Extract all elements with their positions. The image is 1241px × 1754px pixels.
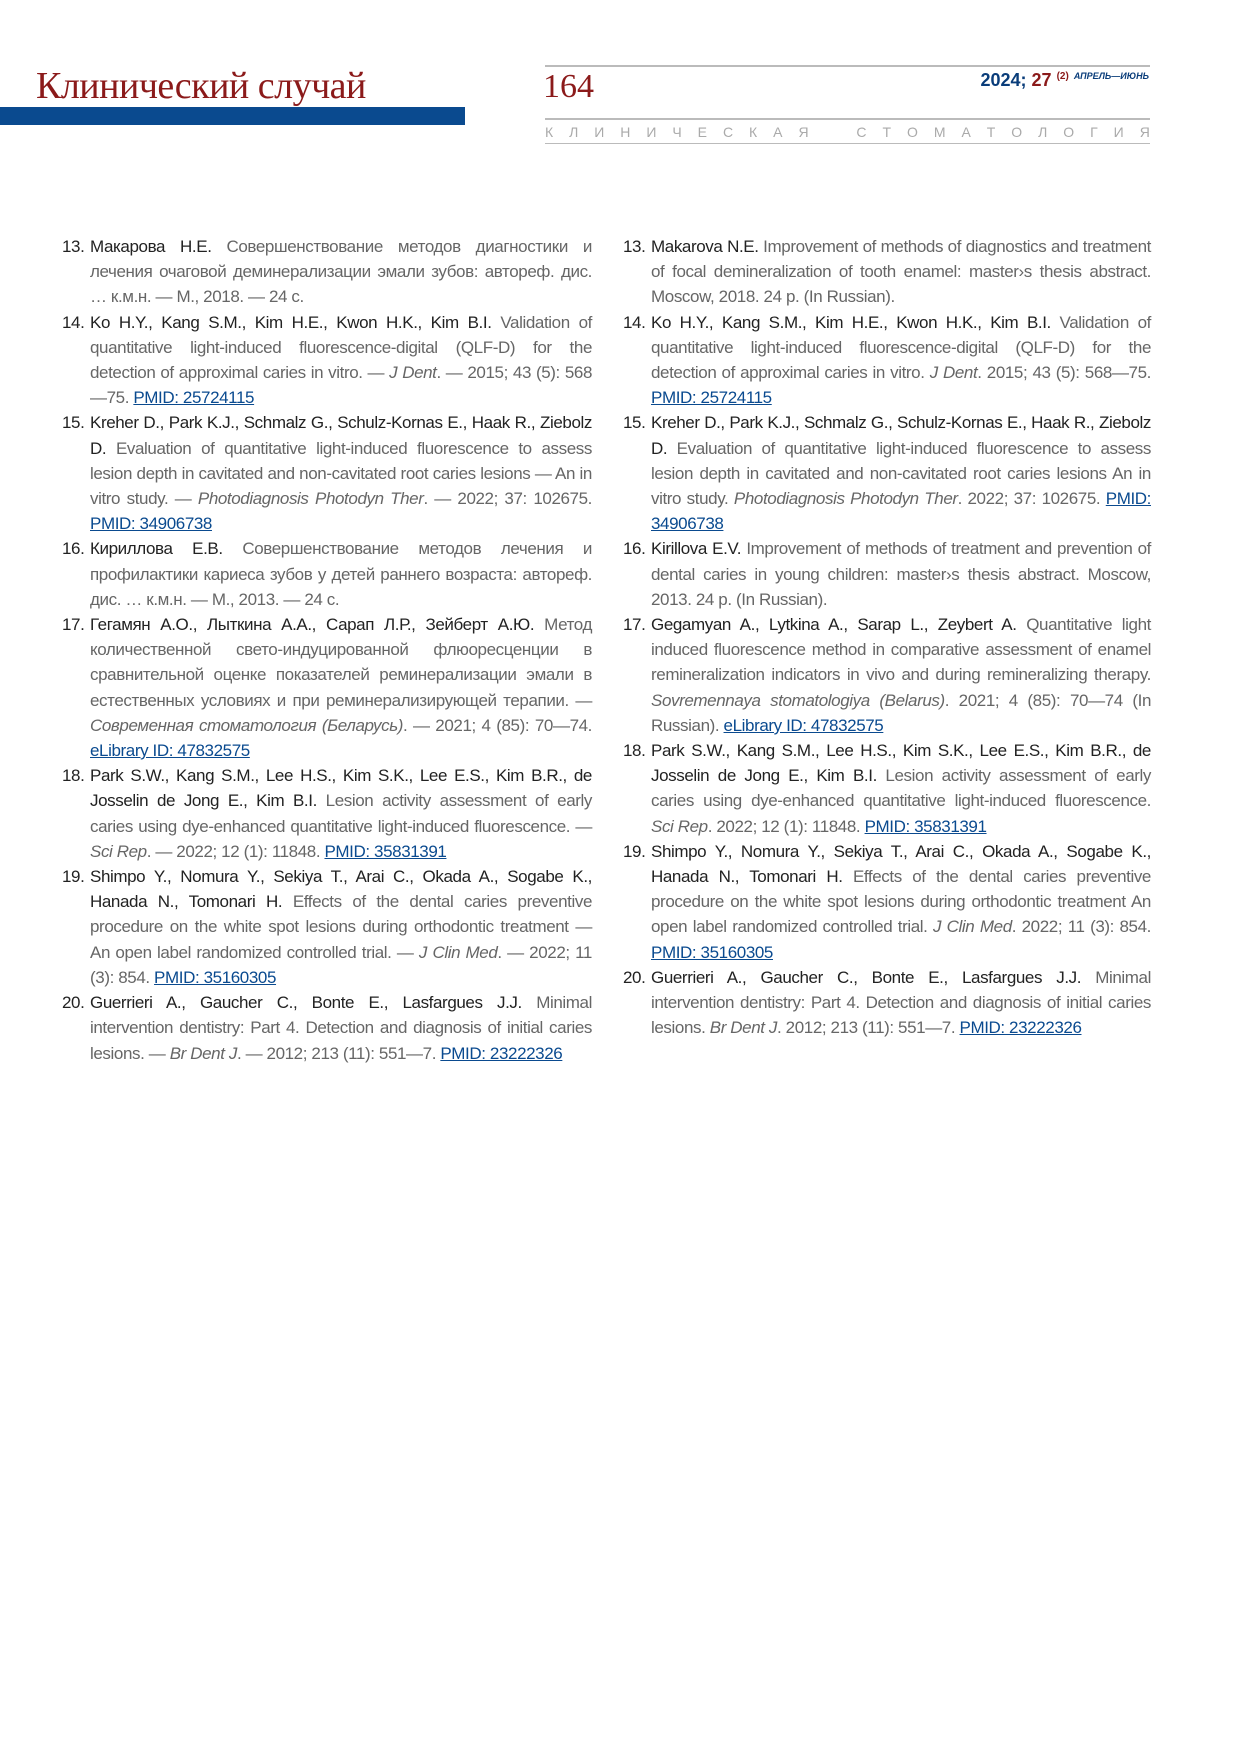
reference-item (62, 234, 592, 310)
reference-details: . 2021; 4 (85): 70—74 (In Russian). (651, 690, 1151, 735)
reference-item (62, 612, 592, 763)
reference-item (623, 410, 1151, 536)
journal-letter: Я (798, 124, 809, 140)
journal-letter: Н (620, 124, 631, 140)
reference-number: 18. (62, 766, 85, 786)
journal-letter: Л (569, 124, 579, 140)
reference-journal: Br Dent J (709, 1018, 778, 1038)
reference-details: . — 2021; 4 (85): 70—74. (403, 715, 593, 735)
reference-item (623, 738, 1151, 839)
reference-title: Совершенствование методов лечения и профилактики кариеса зубов у детей раннего возраста: автореф. дис. … к.м.н. — М., 2013. — 24 с. (90, 539, 592, 609)
reference-link[interactable]: PMID: 35160305 (154, 967, 277, 987)
reference-title: Improvement of methods of treatment and prevention of dental caries in young children: master›s thesis abstract. Moscow, 2013. 24 p. (In Russian). (651, 539, 1151, 609)
reference-item (62, 990, 592, 1066)
reference-number: 17. (623, 615, 646, 635)
volume: 27 (1031, 70, 1052, 90)
journal-letter: И (594, 124, 605, 140)
reference-number: 13. (62, 237, 85, 256)
journal-letter: Я (1139, 124, 1150, 140)
reference-details: . 2022; 11 (3): 854. (1011, 917, 1151, 937)
journal-letter: Т (986, 124, 996, 140)
reference-number: 19. (623, 841, 646, 861)
reference-details: . — 2012; 213 (11): 551—7. (236, 1043, 441, 1063)
reference-title: Effects of the dental caries preventive procedure on the white spot lesions during orthodontic treatment An open label randomized controlled trial. (651, 867, 1151, 937)
journal-name (545, 124, 1150, 140)
divider (545, 65, 1150, 67)
journal-letter: К (545, 124, 554, 140)
journal-letter: Л (1038, 124, 1048, 140)
reference-title: Improvement of methods of diagnostics and treatment of focal demineralization of tooth enamel: master›s thesis abstract. Moscow, 2018. 24 p. (In Russian). (651, 237, 1151, 307)
reference-authors: Makarova N.E. (651, 237, 759, 256)
reference-journal: Современная стоматология (Беларусь) (90, 715, 404, 735)
reference-journal: J Dent (929, 363, 978, 383)
journal-letter: Е (697, 124, 707, 140)
reference-details: . 2012; 213 (11): 551—7. (777, 1018, 960, 1038)
journal-letter: И (1113, 124, 1124, 140)
reference-title: Evaluation of quantitative light-induced fluorescence to assess lesion depth in cavitated and non-cavitated root caries lesions An in vitro study. (651, 438, 1151, 509)
reference-number: 16. (62, 539, 85, 559)
reference-item (623, 965, 1151, 1041)
reference-number: 18. (623, 741, 646, 761)
divider (545, 143, 1150, 144)
reference-title: Evaluation of quantitative light-induced fluorescence to assess lesion depth in cavitated and non-cavitated root caries lesions — An in vitro study. — (90, 438, 592, 509)
reference-item (623, 234, 1151, 310)
reference-details: . 2022; 12 (1): 11848. (707, 816, 865, 836)
journal-letter: О (907, 124, 918, 140)
reference-title: Validation of quantitative light-induced fluorescence-digital (QLF-D) for the detection of approximal caries in vitro. (651, 312, 1151, 383)
reference-title: Minimal intervention dentistry: Part 4. Detection and diagnosis of initial caries lesions. (651, 967, 1151, 1038)
journal-letter: Г (1090, 124, 1098, 140)
journal-letter: А (773, 124, 783, 140)
reference-item (623, 612, 1151, 738)
reference-item (623, 536, 1151, 612)
reference-link[interactable]: PMID: 23222326 (959, 1018, 1082, 1038)
reference-title: Minimal intervention dentistry: Part 4. Detection and diagnosis of initial caries lesions. — (90, 993, 592, 1063)
reference-number: 20. (623, 967, 646, 987)
reference-link[interactable]: PMID: 35831391 (864, 816, 987, 836)
reference-journal: Photodiagnosis Photodyn Ther (733, 489, 958, 509)
reference-link[interactable]: PMID: 25724115 (133, 388, 255, 408)
reference-link[interactable]: eLibrary ID: 47832575 (723, 715, 884, 735)
reference-item (62, 536, 592, 612)
reference-number: 19. (62, 867, 85, 887)
reference-item (62, 310, 592, 411)
journal-letter: О (1011, 124, 1023, 140)
page-number: 164 (543, 68, 594, 105)
reference-number: 13. (623, 237, 646, 256)
reference-item (623, 839, 1151, 965)
reference-item (62, 410, 592, 536)
reference-link[interactable]: PMID: 35160305 (651, 942, 773, 962)
journal-letter: Т (882, 124, 892, 140)
reference-number: 17. (62, 615, 85, 635)
reference-item (623, 310, 1151, 411)
reference-authors: Ko H.Y., Kang S.M., Kim H.E., Kwon H.K., Kim B.I. (651, 312, 1051, 332)
reference-details: . — 2022; 37: 102675. (423, 489, 592, 509)
journal-letter: К (749, 124, 758, 140)
journal-letter: С (722, 124, 734, 140)
reference-journal: Sci Rep (651, 816, 708, 836)
reference-journal: Sovremennaya stomatologiya (Belarus) (651, 690, 945, 710)
reference-number: 15. (623, 413, 646, 433)
references-russian (62, 234, 592, 1066)
reference-link[interactable]: eLibrary ID: 47832575 (90, 741, 250, 761)
journal-letter: А (961, 124, 971, 140)
section-bar (0, 107, 465, 125)
reference-title: Lesion activity assessment of early caries using dye-enhanced quantitative light-induced fluorescence. (651, 766, 1151, 811)
reference-item (62, 763, 592, 864)
reference-link[interactable]: PMID: 23222326 (440, 1043, 563, 1063)
reference-title: Effects of the dental caries preventive procedure on the white spot lesions during orthodontic treatment — An open label randomized controlled trial. — (90, 892, 592, 962)
reference-journal: Br Dent J (169, 1043, 237, 1063)
reference-number: 14. (62, 312, 85, 332)
journal-letter: М (933, 124, 946, 140)
reference-journal: J Clin Med (933, 917, 1012, 937)
reference-link[interactable]: PMID: 34906738 (90, 514, 212, 534)
reference-authors: Kreher D., Park K.J., Schmalz G., Schulz-Kornas E., Haak R., Ziebolz D. (90, 413, 592, 458)
divider (545, 118, 1150, 120)
reference-authors: Кириллова Е.В. (90, 539, 223, 559)
reference-authors: Gegamyan A., Lytkina A., Sarap L., Zeybert A. (651, 615, 1017, 635)
reference-details: . — 2015; 43 (5): 568—75. (90, 363, 592, 408)
issue-info (980, 70, 1149, 91)
reference-authors: Shimpo Y., Nomura Y., Sekiya T., Arai C., Okada A., Sogabe K., Hanada N., Tomonari H. (90, 867, 592, 912)
reference-title: Lesion activity assessment of early caries using dye-enhanced quantitative light-induced fluorescence. — (90, 791, 592, 836)
reference-authors: Kreher D., Park K.J., Schmalz G., Schulz-Kornas E., Haak R., Ziebolz D. (651, 413, 1151, 458)
journal-letter: Ч (672, 124, 682, 140)
journal-letter: И (646, 124, 657, 140)
reference-authors: Гегамян А.О., Лыткина А.А., Сарап Л.Р., Зейберт А.Ю. (90, 615, 535, 635)
reference-number: 20. (62, 993, 85, 1013)
references-english (623, 234, 1151, 1041)
reference-journal: J Clin Med (418, 942, 498, 962)
reference-details: . — 2022; 11 (3): 854. (90, 942, 592, 987)
reference-number: 16. (623, 539, 646, 559)
journal-letter: О (1063, 124, 1075, 140)
reference-title: Совершенствование методов диагностики и лечения очаговой деминерализации эмали зубов: автореф. дис. … к.м.н. — М., 2018. — 24 с. (90, 237, 592, 307)
reference-details: . 2022; 37: 102675. (957, 489, 1106, 509)
reference-authors: Ko H.Y., Kang S.M., Kim H.E., Kwon H.K., Kim B.I. (90, 312, 492, 332)
reference-authors: Макарова Н.Е. (90, 237, 212, 256)
months: АПРЕЛЬ—ИЮНЬ (1073, 71, 1149, 81)
year: 2024; (980, 70, 1027, 90)
reference-number: 15. (62, 413, 85, 433)
reference-link[interactable]: PMID: 34906738 (651, 489, 1151, 534)
reference-link[interactable]: PMID: 35831391 (324, 841, 447, 861)
reference-title: Quantitative light induced fluorescence method in comparative assessment of enamel remineralization indicators in vivo and during remineralizing therapy. (651, 615, 1151, 685)
reference-title: Метод количественной свето-индуцированной флюоресценции в сравнительной оценке показателей реминерализации эмали в естественных условиях и при реминерализирующей терапии. — (90, 615, 592, 710)
reference-journal: Sci Rep (90, 841, 147, 861)
reference-journal: J Dent (389, 363, 437, 383)
reference-details: . 2015; 43 (5): 568—75. (977, 363, 1151, 383)
reference-authors: Shimpo Y., Nomura Y., Sekiya T., Arai C., Okada A., Sogabe K., Hanada N., Tomonari H. (651, 841, 1151, 887)
reference-number: 14. (623, 312, 646, 332)
reference-item (62, 864, 592, 990)
reference-journal: Photodiagnosis Photodyn Ther (197, 489, 424, 509)
reference-authors: Guerrieri A., Gaucher C., Bonte E., Lasfargues J.J. (90, 993, 522, 1013)
reference-details: . — 2022; 12 (1): 11848. (146, 841, 325, 861)
reference-authors: Guerrieri A., Gaucher C., Bonte E., Lasfargues J.J. (651, 967, 1082, 987)
journal-letter: С (856, 124, 867, 140)
reference-authors: Park S.W., Kang S.M., Lee H.S., Kim S.K., Lee E.S., Kim B.R., de Josselin de Jong E., Kim B.I. (90, 766, 592, 811)
reference-authors: Park S.W., Kang S.M., Lee H.S., Kim S.K., Lee E.S., Kim B.R., de Josselin de Jong E., Kim B.I. (651, 741, 1151, 786)
reference-title: Validation of quantitative light-induced fluorescence-digital (QLF-D) for the detection of approximal caries in vitro. — (90, 312, 593, 383)
reference-authors: Kirillova E.V. (651, 539, 742, 559)
section-title: Клинический случай (36, 65, 366, 107)
reference-link[interactable]: PMID: 25724115 (651, 388, 772, 408)
issue: (2) (1056, 71, 1069, 82)
